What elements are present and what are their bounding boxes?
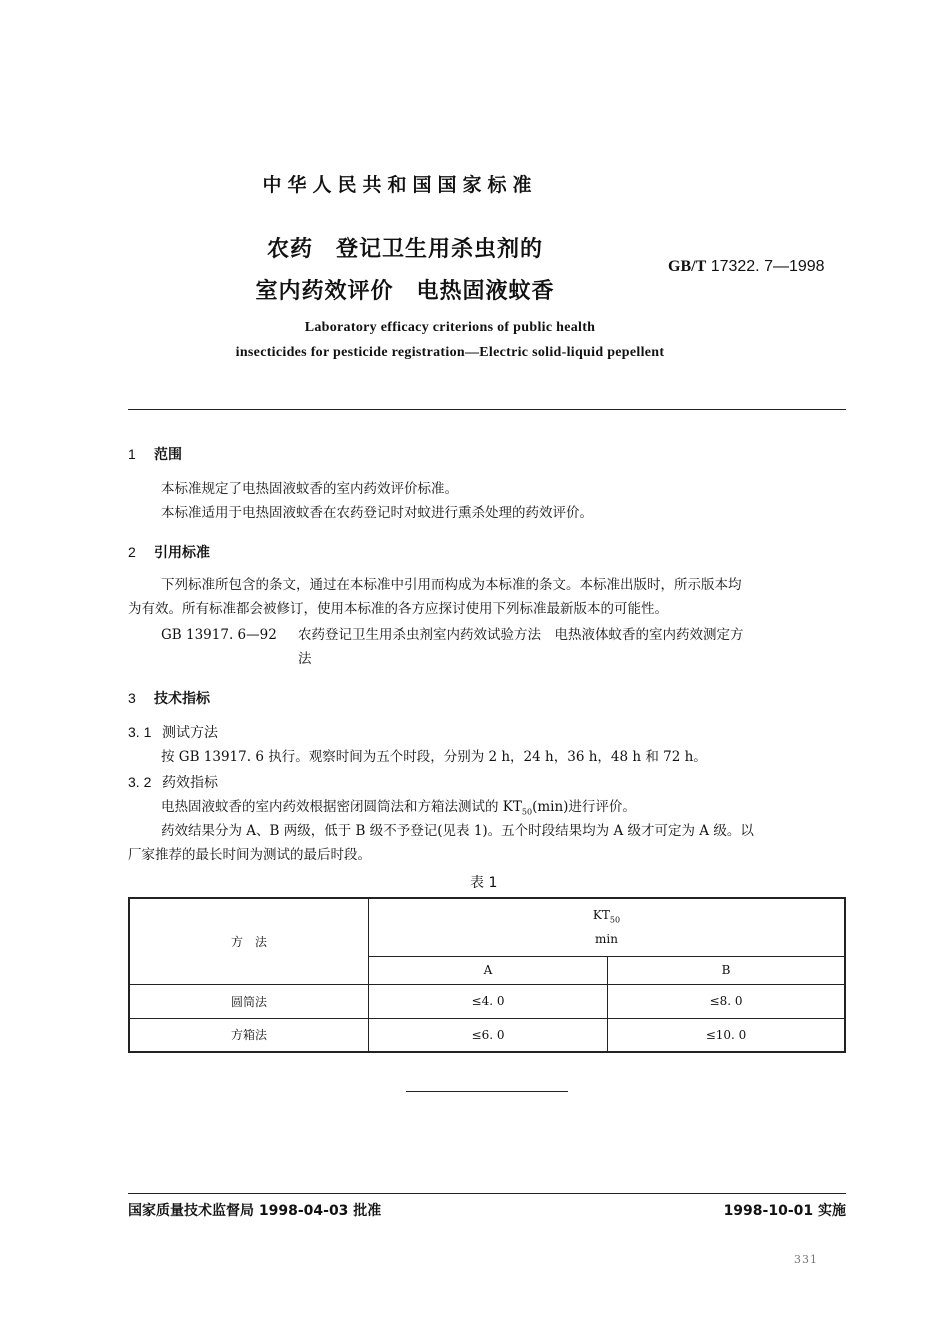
implementation-date: 1998-10-01 实施 — [723, 1203, 846, 1219]
kt-label-text: KT — [592, 908, 610, 923]
section-number: 3 — [128, 690, 136, 706]
standard-prefix: GB/T — [668, 258, 707, 275]
table-row — [129, 984, 845, 1018]
end-rule — [406, 1091, 568, 1092]
title-en-line1: Laboratory efficacy criterions of public health — [304, 320, 596, 335]
subsection-number: 3. 2 — [128, 774, 152, 790]
subsection-title: 测试方法 — [162, 725, 218, 741]
section-2-paragraph-line2: 为有效。所有标准都会被修订，使用本标准的各方应探讨使用下列标准最新版本的可能性。 — [128, 601, 668, 617]
subsection-3-1-text: 按 GB 13917. 6 执行。观察时间为五个时段，分别为 2 h，24 h，36 h，48 h 和 72 h。 — [161, 749, 707, 765]
unit-label: min — [595, 932, 618, 947]
kt-subscript: 50 — [609, 915, 621, 925]
section-2-heading — [128, 542, 210, 562]
grade-b-cell: ≤10. 0 — [608, 1018, 846, 1052]
grade-b-header: B — [608, 956, 846, 984]
grade-a-cell: ≤6. 0 — [369, 1018, 608, 1052]
subsection-3-1-heading — [128, 722, 218, 742]
kt-subscript: 50 — [521, 807, 533, 817]
section-3-heading — [128, 688, 210, 708]
paragraph-text: (min)进行评价。 — [532, 799, 636, 815]
section-1-paragraph-1: 本标准规定了电热固液蚊香的室内药效评价标准。 — [161, 481, 458, 497]
section-title: 范围 — [154, 447, 182, 463]
national-standard-heading: 中华人民共和国国家标准 — [262, 174, 538, 196]
page-number: 331 — [794, 1253, 818, 1266]
footer-divider — [128, 1193, 846, 1194]
title-cn-line1: 农药 登记卫生用杀虫剂的 — [266, 237, 543, 262]
standard-code — [668, 258, 825, 276]
subsection-3-2-heading — [128, 772, 218, 792]
title-cn-line2: 室内药效评价 电热固液蚊香 — [255, 279, 555, 304]
section-1-heading — [128, 444, 182, 464]
section-number: 1 — [128, 446, 136, 462]
section-title: 引用标准 — [154, 545, 210, 561]
efficacy-table — [128, 897, 846, 1053]
section-number: 2 — [128, 544, 136, 560]
subsection-number: 3. 1 — [128, 724, 152, 740]
subsection-title: 药效指标 — [162, 775, 218, 791]
grade-b-cell: ≤8. 0 — [608, 984, 846, 1018]
header-divider — [128, 409, 846, 410]
section-2-paragraph-line1: 下列标准所包含的条文，通过在本标准中引用而构成为本标准的条文。本标准出版时，所示版本均 — [161, 577, 742, 593]
paragraph-text: 电热固液蚊香的室内药效根据密闭圆筒法和方箱法测试的 KT — [161, 799, 522, 815]
reference-title-line1: 农药登记卫生用杀虫剂室内药效试验方法 电热液体蚊香的室内药效测定方 — [298, 627, 744, 643]
method-cell: 方箱法 — [129, 1018, 369, 1052]
reference-title-line2: 法 — [298, 651, 312, 667]
subsection-3-2-paragraph-2-line1: 药效结果分为 A、B 两级，低于 B 级不予登记(见表 1)。五个时段结果均为 A 级才可定为 A 级。以 — [161, 823, 754, 839]
method-header: 方 法 — [129, 898, 369, 984]
table-row — [129, 1018, 845, 1052]
standard-number: 17322. 7—1998 — [710, 258, 825, 275]
table-caption: 表 1 — [470, 875, 498, 891]
approval-info: 国家质量技术监督局 1998-04-03 批准 — [128, 1203, 382, 1219]
section-title: 技术指标 — [154, 691, 210, 707]
method-cell: 圆筒法 — [129, 984, 369, 1018]
section-1-paragraph-2: 本标准适用于电热固液蚊香在农药登记时对蚊进行熏杀处理的药效评价。 — [161, 505, 593, 521]
reference-code: GB 13917. 6—92 — [161, 627, 277, 643]
grade-a-cell: ≤4. 0 — [369, 984, 608, 1018]
grade-a-header: A — [369, 956, 608, 984]
subsection-3-2-paragraph-2-line2: 厂家推荐的最长时间为测试的最后时段。 — [128, 847, 371, 863]
kt50-header — [369, 898, 846, 956]
kt50-label — [369, 908, 844, 924]
title-en-line2: insecticides for pesticide registration—Electric solid-liquid pepellent — [235, 345, 665, 360]
